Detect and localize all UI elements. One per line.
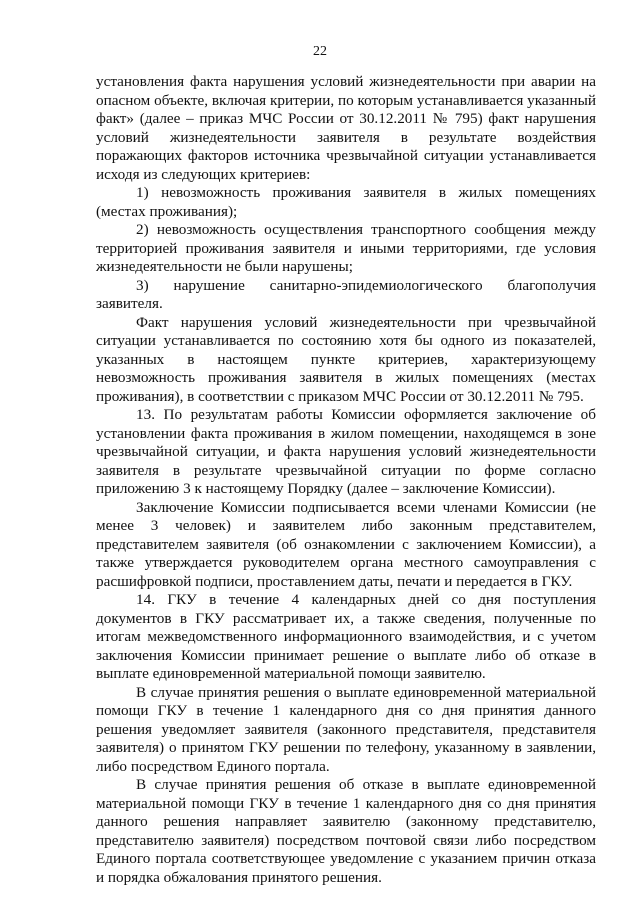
paragraph-fact-violation: Факт нарушения условий жизнедеятельности при чрезвычайной ситуации устанавливается по состоянию хотя бы одного из показателей, указанных в настоящем пункте критериев, характеризующему невозможность проживания заявителя в жилых помещениях (местах проживания), в соответствии с приказом МЧС России от 30.12.2011 № 795.	[96, 313, 596, 405]
criterion-2: 2) невозможность осуществления транспортного сообщения между территорией проживания заявителя и иными территориями, где условия жизнедеятельности не были нарушены;	[96, 221, 596, 275]
document-body	[96, 73, 596, 887]
criterion-1: 1) невозможность проживания заявителя в жилых помещениях (местах проживания);	[96, 184, 596, 220]
paragraph-continuation: установления факта нарушения условий жизнедеятельности при аварии на опасном объекте, включая критерии, по которым устанавливается указанный факт» (далее – приказ МЧС России от 30.12.2011 № 795) факт нарушения условий жизнедеятельности заявителя в результате воздействия поражающих факторов источника чрезвычайной ситуации устанавливается исходя из следующих критериев:	[96, 73, 596, 183]
paragraph-payment-decision: В случае принятия решения о выплате единовременной материальной помощи ГКУ в течение 1 календарного дня со дня принятия данного решения уведомляет заявителя (законного представителя, представителя заявителя) о принятом ГКУ решении по телефону, указанному в заявлении, либо посредством Единого портала.	[96, 683, 596, 775]
paragraph-commission-conclusion: Заключение Комиссии подписывается всеми членами Комиссии (не менее 3 человек) и заявителем либо законным представителем, представителем заявителя (об ознакомлении с заключением Комиссии), а также утверждается руководителем органа местного самоуправления с расшифровкой подписи, проставлением даты, печати и передается в ГКУ.	[96, 498, 596, 590]
clause-14: 14. ГКУ в течение 4 календарных дней со дня поступления документов в ГКУ рассматривает их, а также сведения, полученные по итогам межведомственного информационного взаимодействия, и с учетом заключения Комиссии принимает решение о выплате либо об отказе в выплате единовременной материальной помощи заявителю.	[96, 591, 596, 682]
page-number: 22	[313, 44, 327, 59]
paragraph-refusal-decision: В случае принятия решения об отказе в выплате единовременной материальной помощи ГКУ в течение 1 календарного дня со дня принятия данного решения направляет заявителю (законному представителю, представителю заявителя) посредством почтовой связи либо посредством Единого портала соответствующее уведомление с указанием причин отказа и порядка обжалования принятого решения.	[96, 776, 596, 886]
clause-13: 13. По результатам работы Комиссии оформляется заключение об установлении факта проживания в жилом помещении, находящемся в зоне чрезвычайной ситуации, и факта нарушения условий жизнедеятельности заявителя в результате чрезвычайной ситуации по форме согласно приложению 3 к настоящему Порядку (далее – заключение Комиссии).	[96, 406, 596, 497]
criterion-3: 3) нарушение санитарно-эпидемиологического благополучия заявителя.	[96, 276, 596, 312]
